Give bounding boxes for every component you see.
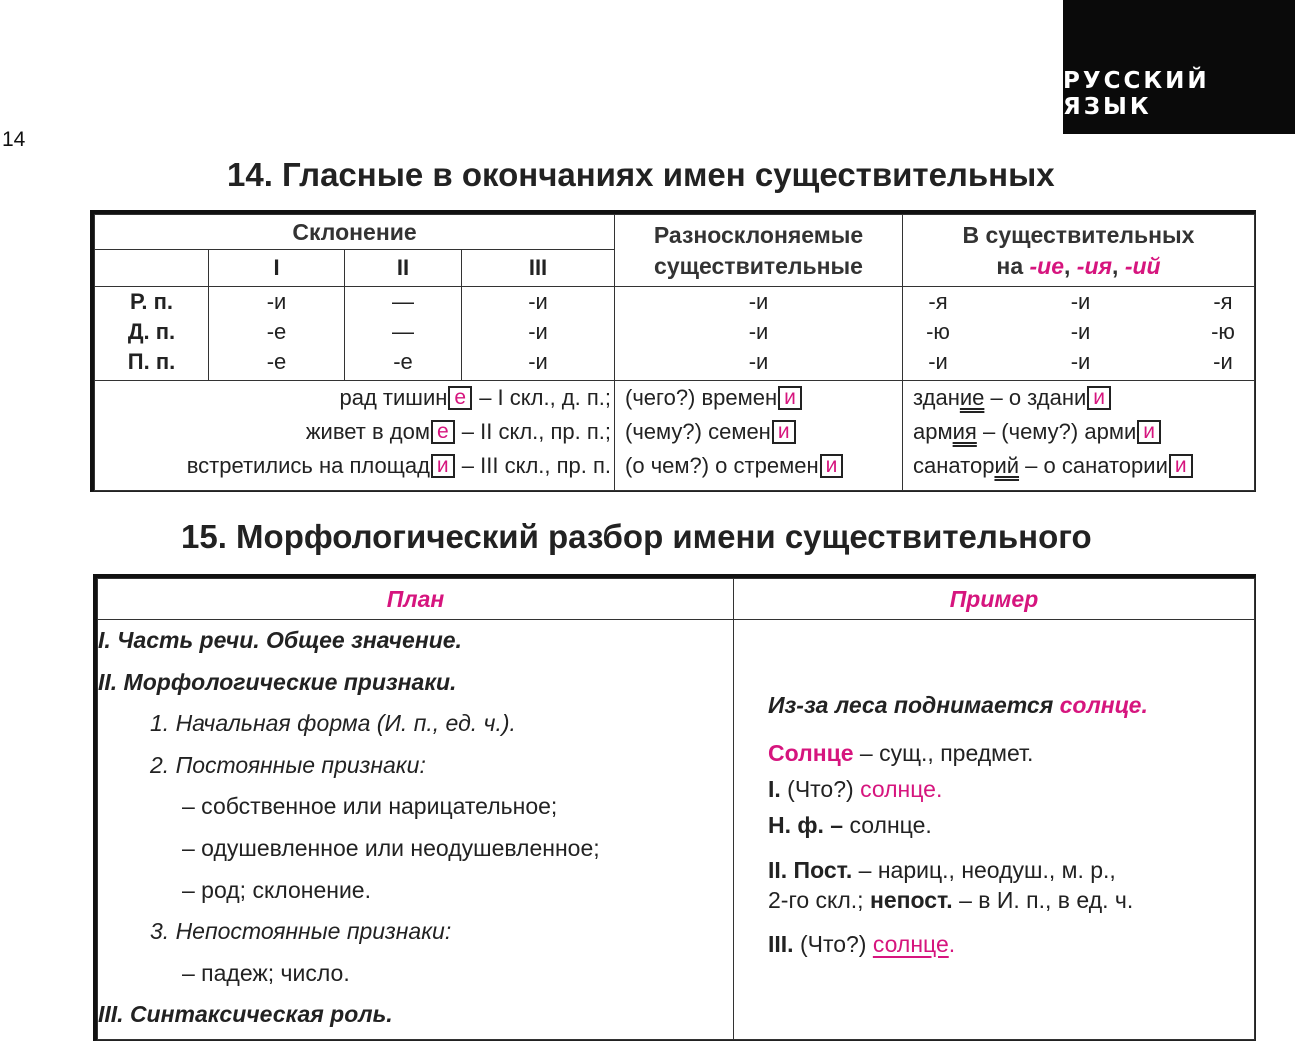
example-line	[913, 449, 1254, 483]
example-line	[768, 812, 932, 839]
ending-box: е	[431, 420, 455, 444]
example-line	[913, 381, 1254, 415]
example-line	[625, 381, 902, 415]
ending-cell: -и	[266, 289, 287, 314]
ending-box: и	[1087, 386, 1111, 410]
heteroclitic-header-line2: существительные	[654, 252, 863, 279]
example-text: – нариц., неодуш., м. р.,	[852, 857, 1116, 883]
declension-3-header: III	[462, 250, 615, 287]
example-line	[95, 449, 611, 483]
parsed-word: солнце.	[860, 776, 943, 802]
plan-item: 3. Непостоянные признаки:	[150, 918, 452, 945]
example-stem: (о чем?) о стремен	[625, 453, 819, 478]
example-header: Пример	[734, 579, 1255, 620]
ending-cell: -и	[928, 349, 948, 374]
example-stem: рад тишин	[339, 385, 448, 410]
ending-cell: -я	[1213, 289, 1233, 314]
plan-item: III. Синтаксическая роль.	[98, 1001, 393, 1028]
example-line	[768, 931, 955, 958]
example-text: (Что?)	[780, 776, 861, 802]
example-text: солнце.	[843, 812, 932, 838]
parsed-word: Солнце	[768, 740, 854, 766]
example-stem: санатор	[913, 453, 995, 478]
example-stem: арм	[913, 419, 953, 444]
suffix-underlined: ие	[959, 385, 985, 410]
ending-cell: -и	[748, 349, 769, 374]
declension-header: Склонение	[95, 215, 615, 250]
plan-item: – падеж; число.	[182, 959, 350, 986]
example-text: – в И. п., в ед. ч.	[952, 887, 1134, 913]
example-note: – II скл., пр. п.;	[455, 419, 612, 444]
ending-ie: -ие	[1029, 252, 1064, 279]
example-stem: живет в дом	[305, 419, 430, 444]
ending-cell: -е	[393, 349, 413, 374]
ending-cell: -ю	[926, 319, 950, 344]
section-14-title: 14. Гласные в окончаниях имен существительных	[227, 156, 1055, 193]
ending-cell: -и	[748, 289, 769, 314]
example-line	[625, 415, 902, 449]
ending-cell: -е	[266, 349, 287, 374]
ending-cell: —	[392, 289, 414, 314]
ending-cell: -и	[1070, 319, 1091, 344]
heteroclitic-header-line1: Разносклоняемые	[653, 221, 864, 248]
special-examples	[903, 381, 1255, 491]
heteroclitic-examples	[615, 381, 903, 491]
ending-box: и	[778, 386, 802, 410]
declension-examples	[95, 381, 615, 491]
ending-cell: -ю	[1211, 319, 1235, 344]
special-row	[903, 347, 1254, 377]
ending-cell: -и	[528, 349, 548, 374]
ending-iya: -ия	[1076, 252, 1113, 279]
sentence-keyword: солнце.	[1059, 692, 1148, 718]
ending-iy: -ий	[1124, 252, 1161, 279]
example-note: – III скл., пр. п.	[455, 453, 612, 478]
parsed-word-underlined: солнце	[872, 931, 949, 957]
ending-box: и	[772, 420, 796, 444]
plan-item: II. Морфологические признаки.	[98, 668, 457, 695]
empty-corner-cell	[95, 250, 209, 287]
declension-1-header: I	[209, 250, 345, 287]
ending-cell: -и	[1070, 349, 1091, 374]
case-label: П. п.	[127, 349, 176, 374]
example-stem: (чему?) семен	[625, 419, 771, 444]
ending-box: и	[820, 454, 844, 478]
declension-2-header: II	[345, 250, 462, 287]
example-text: 2-го скл.;	[768, 887, 870, 913]
plan-item: 2. Постоянные признаки:	[150, 751, 426, 778]
ending-cell: —	[392, 319, 414, 344]
example-text: (Что?)	[793, 931, 873, 957]
case-labels	[95, 287, 209, 381]
plan-item: 1. Начальная форма (И. п., ед. ч.).	[150, 710, 516, 737]
example-line	[913, 415, 1254, 449]
plan-item: – собственное или нарицательное;	[182, 793, 558, 820]
ending-box: и	[1169, 454, 1193, 478]
page-number: 14	[2, 128, 26, 151]
special-row	[903, 317, 1254, 347]
example-line	[95, 415, 611, 449]
special-header-line2	[903, 251, 1254, 282]
example-stem: (чего?) времен	[625, 385, 778, 410]
ending-box: и	[431, 454, 455, 478]
plan-item: I. Часть речи. Общее значение.	[98, 627, 462, 653]
ending-cell: -и	[528, 319, 548, 344]
example-sentence	[768, 692, 1148, 719]
plan-header: План	[98, 579, 734, 620]
example-line	[768, 740, 1033, 767]
ending-cell: -я	[928, 289, 948, 314]
case-label: Д. п.	[127, 319, 176, 344]
example-stem: здан	[913, 385, 960, 410]
example-stem: встретились на площад	[186, 453, 430, 478]
case-label: Р. п.	[129, 289, 173, 314]
example-line	[768, 857, 1116, 884]
ending-cell: -е	[266, 319, 287, 344]
special-header-line1: В существительных	[962, 221, 1195, 248]
sep: ,	[1064, 252, 1077, 279]
subject-header	[1063, 0, 1295, 134]
example-text: – сущ., предмет.	[853, 740, 1034, 766]
example-label: II. Пост.	[768, 857, 853, 883]
heteroclitic-header	[615, 215, 903, 287]
plan-list	[98, 620, 734, 1040]
ending-cell: -и	[528, 289, 548, 314]
sep: ,	[1112, 252, 1125, 279]
example-label: III.	[768, 931, 794, 957]
plan-item: – род; склонение.	[182, 876, 371, 903]
special-row	[903, 287, 1254, 317]
example-line	[768, 887, 1133, 914]
special-endings-header	[903, 215, 1255, 287]
declension-3-endings	[462, 287, 615, 381]
example-line	[625, 449, 902, 483]
morphology-table	[93, 574, 1256, 1041]
example-note: – I скл., д. п.;	[473, 385, 612, 410]
declension-1-endings	[209, 287, 345, 381]
subject-label: РУССКИЙ ЯЗЫК	[1063, 68, 1210, 120]
heteroclitic-endings	[615, 287, 903, 381]
example-parse	[734, 620, 1255, 1040]
example-note: – о санатории	[1019, 453, 1168, 478]
example-note: – о здани	[984, 385, 1087, 410]
ending-cell: -и	[1213, 349, 1233, 374]
ending-box: и	[1137, 420, 1161, 444]
section-15-title: 15. Морфологический разбор имени существительного	[181, 518, 1092, 555]
example-line	[95, 381, 611, 415]
special-endings	[903, 287, 1255, 381]
sentence-text: Из-за леса поднимается	[768, 692, 1060, 718]
example-label: непост.	[869, 887, 953, 913]
special-prefix: на	[996, 252, 1030, 279]
ending-box: е	[448, 386, 472, 410]
example-label: Н. ф. –	[768, 812, 844, 838]
ending-cell: -и	[1070, 289, 1091, 314]
endings-table	[90, 210, 1256, 492]
example-line	[768, 776, 942, 803]
declension-2-endings	[345, 287, 462, 381]
example-label: I.	[768, 776, 781, 802]
ending-cell: -и	[748, 319, 769, 344]
example-punctuation: .	[948, 931, 956, 957]
suffix-underlined: ия	[952, 419, 977, 444]
example-note: – (чему?) арми	[976, 419, 1137, 444]
plan-item: – одушевленное или неодушевленное;	[182, 834, 600, 861]
suffix-underlined: ий	[994, 453, 1020, 478]
